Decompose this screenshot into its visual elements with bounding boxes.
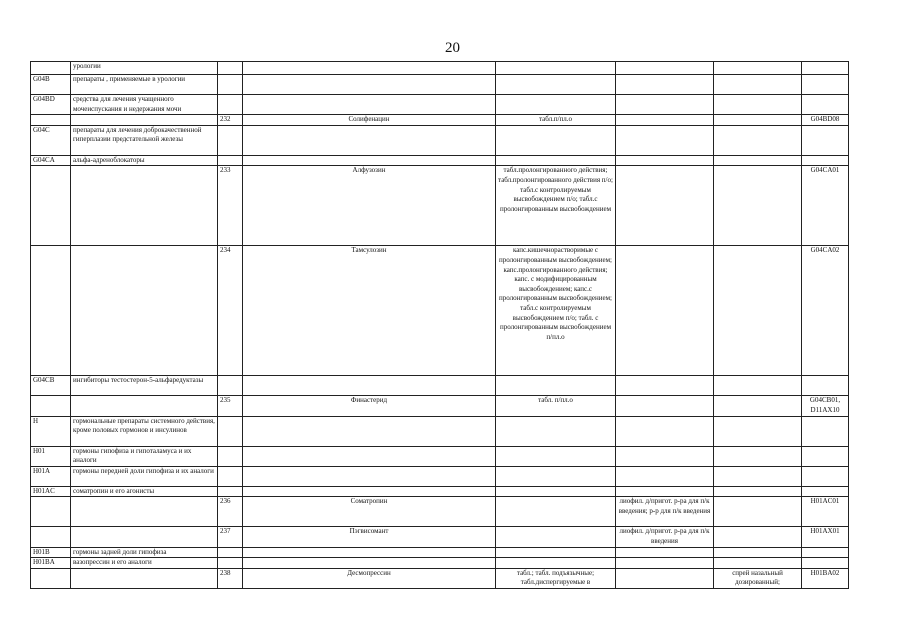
group-description (71, 246, 218, 376)
atc-code (802, 95, 849, 115)
table-row (31, 527, 849, 547)
dosage-form (496, 125, 616, 155)
dosage-form-injection (616, 62, 714, 75)
dosage-form-other (714, 547, 802, 558)
row-number: 232 (218, 115, 243, 126)
table-row (31, 416, 849, 446)
dosage-form (496, 558, 616, 569)
atc-code: H01BA02 (802, 568, 849, 588)
dosage-form: табл.; табл. подъязычные; табл.диспергируемые в (496, 568, 616, 588)
atc-group-code: G04C (31, 125, 71, 155)
dosage-form-injection (616, 486, 714, 497)
row-number: 238 (218, 568, 243, 588)
dosage-form-injection: лиофил. д/пригот. р-ра для п/к введения (616, 527, 714, 547)
row-number (218, 558, 243, 569)
atc-group-code: H01B (31, 547, 71, 558)
table-row (31, 568, 849, 588)
group-description (71, 166, 218, 246)
drug-name: Алфузозин (243, 166, 496, 246)
drug-name (243, 75, 496, 95)
dosage-form (496, 446, 616, 466)
drug-name: Соматропин (243, 497, 496, 527)
atc-group-code (31, 396, 71, 416)
drug-name (243, 125, 496, 155)
atc-code (802, 376, 849, 396)
drug-name (243, 155, 496, 166)
table-row (31, 376, 849, 396)
dosage-form (496, 95, 616, 115)
table-row (31, 547, 849, 558)
row-number: 236 (218, 497, 243, 527)
atc-group-code (31, 115, 71, 126)
table-row (31, 115, 849, 126)
table-row (31, 95, 849, 115)
table-row (31, 558, 849, 569)
drug-name (243, 558, 496, 569)
dosage-form (496, 486, 616, 497)
drug-name: Тамсулозин (243, 246, 496, 376)
group-description: гормоны передней доли гипофиза и их аналоги (71, 466, 218, 486)
drug-name (243, 376, 496, 396)
atc-code (802, 155, 849, 166)
table-row (31, 125, 849, 155)
dosage-form-other (714, 416, 802, 446)
group-description: ингибиторы тестостерон-5-альфаредуктазы (71, 376, 218, 396)
dosage-form-injection (616, 95, 714, 115)
dosage-form-other (714, 486, 802, 497)
group-description (71, 527, 218, 547)
atc-group-code: H01 (31, 446, 71, 466)
dosage-form-injection (616, 246, 714, 376)
row-number (218, 95, 243, 115)
dosage-form-other (714, 62, 802, 75)
dosage-form-injection (616, 376, 714, 396)
group-description (71, 497, 218, 527)
dosage-form-injection (616, 166, 714, 246)
row-number: 233 (218, 166, 243, 246)
drug-name (243, 62, 496, 75)
row-number (218, 155, 243, 166)
atc-group-code: G04CA (31, 155, 71, 166)
dosage-form-other (714, 95, 802, 115)
row-number (218, 75, 243, 95)
drug-name: Финастерид (243, 396, 496, 416)
row-number (218, 547, 243, 558)
group-description: гормоны гипофиза и гипоталамуса и их аналоги (71, 446, 218, 466)
dosage-form-other (714, 115, 802, 126)
drug-name (243, 416, 496, 446)
dosage-form-injection (616, 155, 714, 166)
drug-name (243, 547, 496, 558)
table-row (31, 497, 849, 527)
atc-group-code: G04CB (31, 376, 71, 396)
atc-code (802, 62, 849, 75)
group-description: гормоны задней доли гипофиза (71, 547, 218, 558)
atc-code (802, 486, 849, 497)
dosage-form-injection (616, 115, 714, 126)
dosage-form-other (714, 75, 802, 95)
drug-name (243, 466, 496, 486)
atc-code (802, 75, 849, 95)
atc-code (802, 416, 849, 446)
table-row (31, 446, 849, 466)
dosage-form-injection (616, 547, 714, 558)
dosage-form-other: спрей назальный дозированный; (714, 568, 802, 588)
dosage-form-injection (616, 466, 714, 486)
table-row (31, 486, 849, 497)
drug-table (30, 61, 849, 589)
dosage-form-other (714, 497, 802, 527)
dosage-form: табл.п/пл.о (496, 115, 616, 126)
atc-group-code (31, 166, 71, 246)
atc-code (802, 446, 849, 466)
atc-code: G04CA02 (802, 246, 849, 376)
dosage-form (496, 527, 616, 547)
dosage-form-other (714, 466, 802, 486)
group-description: препараты , применяемые в урологии (71, 75, 218, 95)
dosage-form (496, 497, 616, 527)
dosage-form (496, 466, 616, 486)
atc-group-code (31, 497, 71, 527)
atc-code: G04CB01, D11AX10 (802, 396, 849, 416)
atc-group-code (31, 568, 71, 588)
row-number (218, 62, 243, 75)
atc-code: H01AC01 (802, 497, 849, 527)
atc-group-code: H01BA (31, 558, 71, 569)
dosage-form-injection (616, 416, 714, 446)
dosage-form-injection (616, 125, 714, 155)
dosage-form-injection (616, 568, 714, 588)
drug-name: Солифенацин (243, 115, 496, 126)
dosage-form (496, 416, 616, 446)
dosage-form-injection (616, 558, 714, 569)
row-number: 237 (218, 527, 243, 547)
dosage-form-injection (616, 396, 714, 416)
drug-name (243, 486, 496, 497)
row-number (218, 446, 243, 466)
dosage-form-other (714, 527, 802, 547)
dosage-form (496, 155, 616, 166)
atc-group-code: H (31, 416, 71, 446)
dosage-form (496, 62, 616, 75)
dosage-form: табл.пролонгированного действия; табл.пролонгированного действия п/о; табл.с контролируемым высвобождением п/о; табл.с пролонгированным высвобождением (496, 166, 616, 246)
atc-group-code (31, 246, 71, 376)
dosage-form-other (714, 396, 802, 416)
row-number (218, 376, 243, 396)
group-description: соматропин и его агонисты (71, 486, 218, 497)
dosage-form-injection: лиофил. д/пригот. р-ра для п/к введения; р-р для п/к введения (616, 497, 714, 527)
drug-name: Пэгвисомант (243, 527, 496, 547)
table-row (31, 155, 849, 166)
atc-group-code (31, 62, 71, 75)
atc-code (802, 558, 849, 569)
group-description: средства для лечения учащенного мочеиспускания и недержания мочи (71, 95, 218, 115)
row-number: 234 (218, 246, 243, 376)
dosage-form (496, 75, 616, 95)
row-number (218, 416, 243, 446)
atc-group-code: H01AC (31, 486, 71, 497)
atc-code: G04CA01 (802, 166, 849, 246)
atc-group-code (31, 527, 71, 547)
dosage-form-other (714, 246, 802, 376)
dosage-form-other (714, 155, 802, 166)
row-number (218, 125, 243, 155)
atc-code: H01AX01 (802, 527, 849, 547)
row-number (218, 486, 243, 497)
drug-name (243, 95, 496, 115)
dosage-form-other (714, 376, 802, 396)
dosage-form-injection (616, 446, 714, 466)
dosage-form (496, 547, 616, 558)
table-row (31, 246, 849, 376)
table-row (31, 75, 849, 95)
group-description: гормональные препараты системного действия, кроме половых гормонов и инсулинов (71, 416, 218, 446)
atc-code (802, 466, 849, 486)
atc-group-code: G04BD (31, 95, 71, 115)
dosage-form: табл. п/пл.о (496, 396, 616, 416)
atc-group-code: H01A (31, 466, 71, 486)
group-description (71, 568, 218, 588)
table-row (31, 62, 849, 75)
atc-code: G04BD08 (802, 115, 849, 126)
atc-code (802, 547, 849, 558)
dosage-form-other (714, 446, 802, 466)
group-description (71, 396, 218, 416)
dosage-form: капс.кишечнорастворимые с пролонгированным высвобождением; капс.пролонгированного действия; капс. с модифицированным высвобождением; капс.с пролонгированным высвобождением; табл.с контролируемым высвобождением п/о; табл. с пролонгированным высвобождением п/пл.о (496, 246, 616, 376)
dosage-form (496, 376, 616, 396)
row-number (218, 466, 243, 486)
dosage-form-other (714, 125, 802, 155)
group-description: препараты для лечения доброкачественной гиперплазии предстательной железы (71, 125, 218, 155)
group-description: альфа-адреноблокаторы (71, 155, 218, 166)
drug-name: Десмопрессин (243, 568, 496, 588)
group-description: вазопрессин и его аналоги (71, 558, 218, 569)
group-description (71, 115, 218, 126)
atc-code (802, 125, 849, 155)
table-row (31, 166, 849, 246)
row-number: 235 (218, 396, 243, 416)
group-description: урологии (71, 62, 218, 75)
page-number: 20 (445, 40, 460, 56)
dosage-form-injection (616, 75, 714, 95)
table-row (31, 396, 849, 416)
table-row (31, 466, 849, 486)
drug-name (243, 446, 496, 466)
atc-group-code: G04B (31, 75, 71, 95)
dosage-form-other (714, 558, 802, 569)
dosage-form-other (714, 166, 802, 246)
